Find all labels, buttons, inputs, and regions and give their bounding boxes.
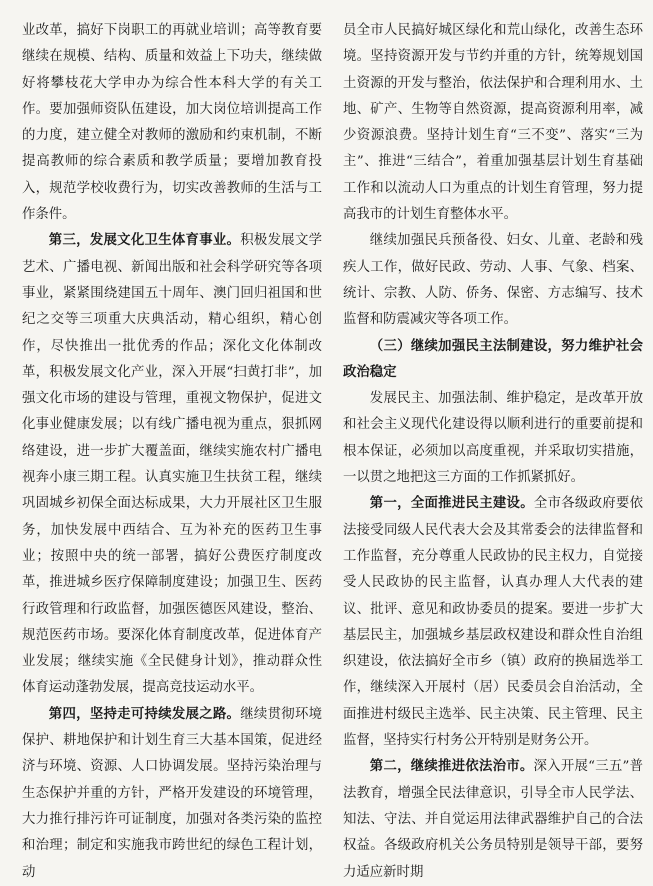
left-paragraph-2 — [22, 228, 322, 701]
left-column — [22, 18, 322, 886]
right-paragraph-1: 员全市人民搞好城区绿化和荒山绿化，改善生态环境。坚持资源开发与节约并重的方针，统筹规划国土资源的开发与整治，依法保护和合理利用水、土地、矿产、生物等自然资源，提高资源利用率，减少资源浪费。坚持计划生育“三不变”、落实“三为主”、推进“三结合”，着重加强基层计划生育基础工作和以流动人口为重点的计划生育管理，努力提高我市的计划生育整体水平。 — [343, 23, 643, 223]
section-heading-sustainable: 第四，坚持走可持续发展之路。 — [48, 706, 241, 722]
section-heading-democracy-law: （三）继续加强民主法制建设，努力维护社会政治稳定 — [343, 338, 643, 380]
right-paragraph-3: 发展民主、加强法制、维护稳定，是改革开放和社会主义现代化建设得以顺利进行的重要前提和根本保证，必须加以高度重视，并采取切实措施，一以贯之地把这三方面的工作抓紧抓好。 — [343, 391, 643, 486]
section-heading-culture: 第三，发展文化卫生体育事业。 — [48, 233, 241, 249]
right-paragraph-2: 继续加强民兵预备役、妇女、儿童、老龄和残疾人工作，做好民政、劳动、人事、气象、档案、统计、宗教、人防、侨务、保密、方志编写、技术监督和防震减灾等各项工作。 — [343, 233, 643, 328]
right-paragraph-4 — [343, 491, 643, 754]
left-paragraph-3 — [22, 702, 322, 886]
right-paragraph-4-body: 全市各级政府要依法接受同级人民代表大会及其常委会的法律监督和工作监督，充分尊重人民政协的民主权力，自觉接受人民政协的民主监督，认真办理人大代表的建议、批评、意见和政协委员的提案。要进一步扩大基层民主，加强城乡基层政权建设和群众性自治组织建设，依法搞好全市乡（镇）政府的换届选举工作，继续深入开展村（居）民委员会自治活动，全面推进村级民主选举、民主决策、民主管理、民主监督，坚持实行村务公开特别是财务公开。 — [343, 496, 644, 749]
left-paragraph-1: 业改革，搞好下岗职工的再就业培训；高等教育要继续在规模、结构、质量和效益上下功夫，继续做好将攀枝花大学申办为综合性本科大学的有关工作。要加强师资队伍建设，加大岗位培训提高工作的力度，建立健全对教师的激励和约束机制，不断提高教师的综合素质和教学质量；要增加教育投入，规范学校收费行为，切实改善教师的生活与工作条件。 — [22, 23, 322, 223]
left-paragraph-2-body: 积极发展文学艺术、广播电视、新闻出版和社会科学研究等各项事业，紧紧围绕建国五十周年、澳门回归祖国和世纪之交等三项重大庆典活动，精心组织，精心创作，尽快推出一批优秀的作品；深化文化体制改革，积极发展文化产业，深入开展“扫黄打非”，加强文化市场的建设与管理，重视文物保护，促进文化事业健康发展；以有线广播电视为重点，狠抓网络建设，进一步扩大覆盖面，继续实施农村广播电视奔小康三期工程。认真实施卫生扶贫工程，继续巩固城乡初保全面达标成果，大力开展社区卫生服务，加快发展中西结合、互为补充的医药卫生事业；按照中央的统一部署，搞好公费医疗制度改革，推进城乡医疗保障制度建设；加强卫生、医药行政管理和行政监督，加强医德医风建设，整治、规范医药市场。要深化体育制度改革，促进体育产业发展；继续实施《全民健身计划》，推动群众性体育运动蓬勃发展，提高竞技运动水平。 — [22, 233, 323, 696]
right-paragraph-5 — [343, 754, 643, 885]
right-column — [343, 18, 643, 886]
section-heading-rule-of-law: 第二，继续推进依法治市。 — [369, 759, 534, 775]
section-heading-democracy: 第一，全面推进民主建设。 — [369, 496, 534, 512]
right-paragraph-5-body: 深入开展“三五”普法教育，增强全民法律意识，引导全市人民学法、知法、守法、并自觉运用法律武器维护自己的合法权益。各级政府机关公务员特别是领导干部，要努力适应新时期 — [343, 759, 643, 880]
left-paragraph-3-body: 继续贯彻环境保护、耕地保护和计划生育三大基本国策，促进经济与环境、资源、人口协调发展。坚持污染治理与生态保护并重的方针，严格开发建设的环境管理，大力推行排污许可证制度，加强对各类污染的监控和治理；制定和实施我市跨世纪的绿色工程计划，动 — [22, 706, 323, 880]
